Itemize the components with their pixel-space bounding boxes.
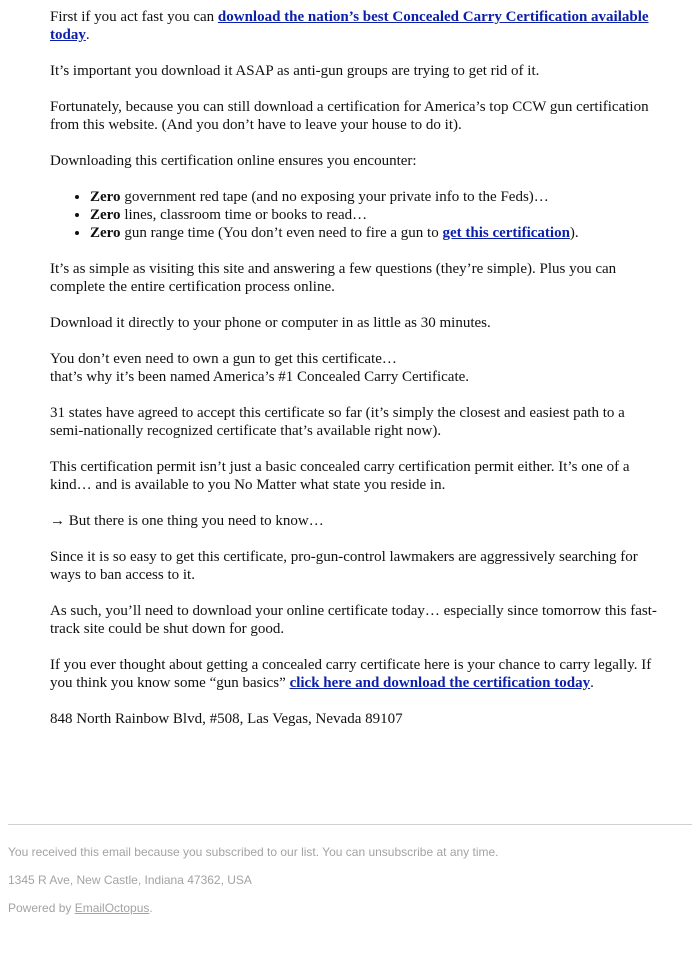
benefits-list xyxy=(50,188,660,242)
paragraph-simple: It’s as simple as visiting this site and answering a few questions (they’re simple). Plus you can complete the entire certification process online. xyxy=(50,261,617,295)
paragraph-asap: It’s important you download it ASAP as anti-gun groups are trying to get rid of it. xyxy=(50,63,540,79)
own-gun-line-1: You don’t even need to own a gun to get this certificate… xyxy=(50,351,397,367)
paragraph-as-such: As such, you’ll need to download your online certificate today… especially since tomorrow this fast-track site could be shut down for good. xyxy=(50,603,657,637)
click-here-download-link[interactable]: click here and download the certification today xyxy=(289,675,591,691)
list-item-bold: Zero xyxy=(90,207,121,223)
download-certification-link[interactable]: download the nation’s best Concealed Carry Certification available today xyxy=(50,9,649,43)
paragraph-lawmakers: Since it is so easy to get this certificate, pro-gun-control lawmakers are aggressively searching for ways to ban access to it. xyxy=(50,549,638,583)
intro-paragraph xyxy=(50,8,660,44)
list-item-end: ). xyxy=(569,225,579,241)
chance-end: . xyxy=(590,675,594,691)
paragraph-download-direct: Download it directly to your phone or computer in as little as 30 minutes. xyxy=(50,315,491,331)
paragraph-ensures: Downloading this certification online ensures you encounter: xyxy=(50,153,417,169)
paragraph-fortunately: Fortunately, because you can still download a certification for America’s top CCW gun certification from this website. (And you don’t have to leave your house to do it). xyxy=(50,99,649,133)
get-certification-link[interactable]: get this certification xyxy=(442,225,570,241)
paragraph-one-thing: → But there is one thing you need to know… xyxy=(50,513,324,529)
powered-by-end: . xyxy=(149,901,153,915)
subscription-notice: You received this email because you subscribed to our list. You can unsubscribe at any time. xyxy=(8,845,499,859)
own-gun-line-2: that’s why it’s been named America’s #1 Concealed Carry Certificate. xyxy=(50,369,470,385)
email-footer xyxy=(8,845,692,929)
list-item-text: lines, classroom time or books to read… xyxy=(120,207,368,223)
email-body xyxy=(50,8,660,746)
list-item xyxy=(90,206,660,224)
list-item-text: gun range time (You don’t even need to fire a gun to xyxy=(120,225,443,241)
list-item xyxy=(90,188,660,206)
paragraph-permit: This certification permit isn’t just a basic concealed carry certification permit either. It’s one of a kind… and is available to you No Matter what state you reside in. xyxy=(50,459,630,493)
sender-address: 848 North Rainbow Blvd, #508, Las Vegas, Nevada 89107 xyxy=(50,711,403,727)
list-item xyxy=(90,224,660,242)
powered-by xyxy=(8,901,692,915)
chance-text: If you ever thought about getting a concealed carry certificate here is your chance to carry legally. If you think you know some “gun basics” xyxy=(50,657,652,691)
list-item-bold: Zero xyxy=(90,225,121,241)
paragraph-chance xyxy=(50,656,660,692)
list-item-text: government red tape (and no exposing your private info to the Feds)… xyxy=(120,189,549,205)
list-item-bold: Zero xyxy=(90,189,121,205)
paragraph-own-gun xyxy=(50,350,660,386)
emailoctopus-link[interactable]: EmailOctopus xyxy=(74,901,150,915)
intro-text: First if you act fast you can xyxy=(50,9,218,25)
footer-address: 1345 R Ave, New Castle, Indiana 47362, USA xyxy=(8,873,252,887)
intro-end: . xyxy=(85,27,90,43)
paragraph-states: 31 states have agreed to accept this certificate so far (it’s simply the closest and easiest path to a semi-nationally recognized certificate that’s available right now). xyxy=(50,405,625,439)
footer-divider xyxy=(8,824,692,825)
powered-by-prefix: Powered by xyxy=(8,901,75,915)
